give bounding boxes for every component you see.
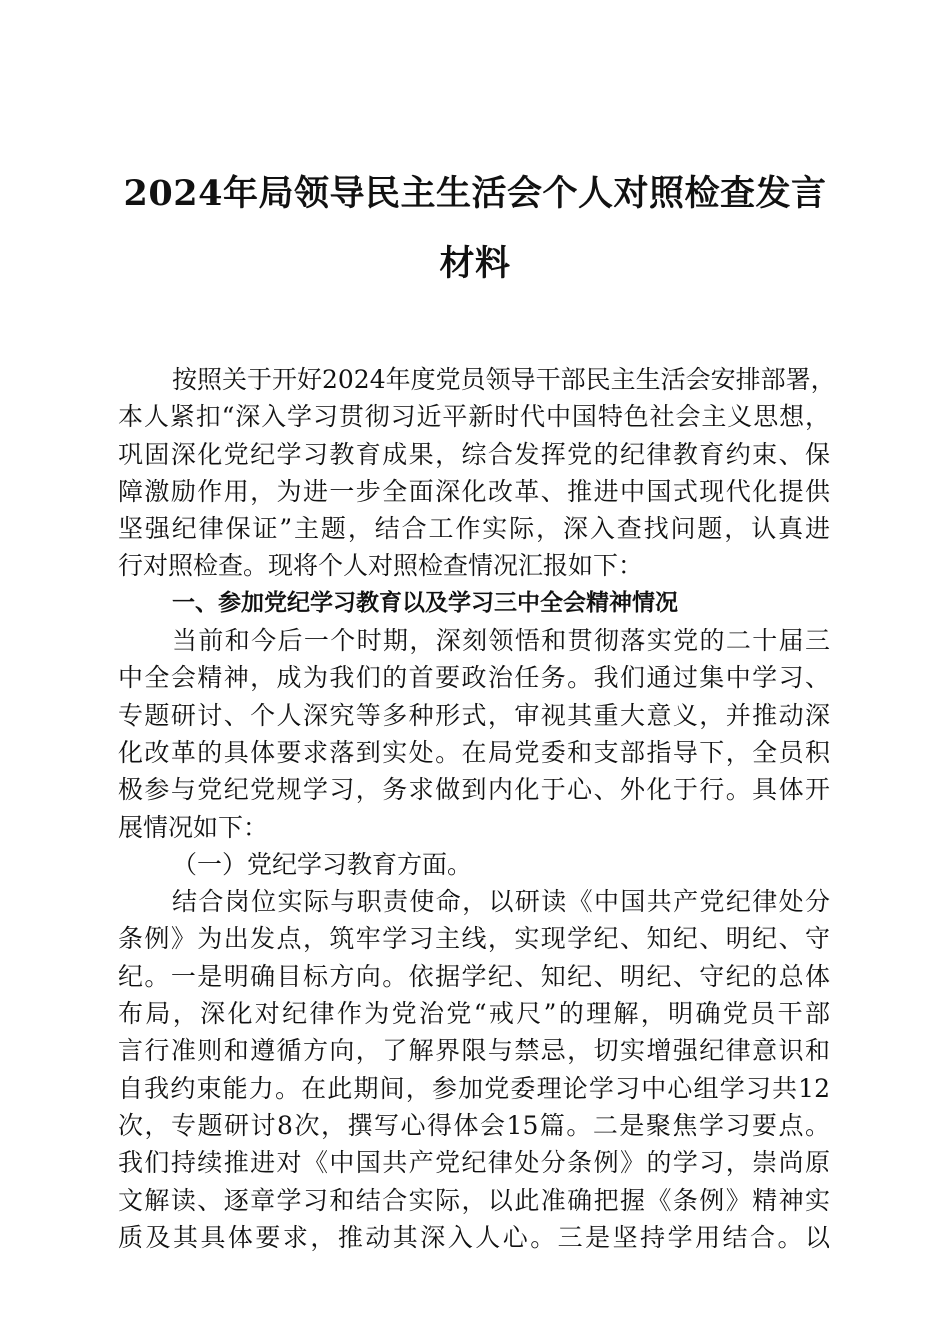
- section-heading-1: 一、参加党纪学习教育以及学习三中全会精神情况: [172, 589, 678, 616]
- section1-line-3: 专题研讨、个人深究等多种形式，审视其重大意义，并推动深: [118, 700, 830, 730]
- subsection1-line-8: 我们持续推进对《中国共产党纪律处分条例》的学习，崇尚原: [118, 1148, 830, 1178]
- section1-line-5: 极参与党纪党规学习，务求做到内化于心、外化于行。具体开: [118, 775, 830, 805]
- subsection1-line-7: 次，专题研讨8次，撰写心得体会15篇。二是聚焦学习要点。: [118, 1110, 830, 1140]
- intro-line-5: 坚强纪律保证”主题，结合工作实际，深入查找问题，认真进: [118, 514, 830, 544]
- section1-line-4: 化改革的具体要求落到实处。在局党委和支部指导下，全员积: [118, 737, 830, 767]
- subsection1-line-5: 言行准则和遵循方向，了解界限与禁忌，切实增强纪律意识和: [118, 1036, 830, 1066]
- document-body: [118, 361, 836, 1256]
- section1-line-6: 展情况如下：: [118, 812, 269, 842]
- section1-line-1: 当前和今后一个时期，深刻领悟和贯彻落实党的二十届三: [172, 626, 830, 656]
- intro-line-1: 按照关于开好2024年度党员领导干部民主生活会安排部署，: [172, 365, 836, 394]
- subsection-heading-1: （一）党纪学习教育方面。: [172, 849, 473, 879]
- subsection1-line-4: 布局，深化对纪律作为党治党“戒尺”的理解，明确党员干部: [118, 999, 830, 1029]
- section1-line-2: 中全会精神，成为我们的首要政治任务。我们通过集中学习、: [118, 663, 830, 693]
- subsection1-line-9: 文解读、逐章学习和结合实际，以此准确把握《条例》精神实: [118, 1185, 830, 1215]
- intro-line-2: 本人紧扣“深入学习贯彻习近平新时代中国特色社会主义思想，: [118, 402, 830, 432]
- subsection1-line-1: 结合岗位实际与职责使命，以研读《中国共产党纪律处分: [172, 887, 830, 917]
- intro-line-6: 行对照检查。现将个人对照检查情况汇报如下：: [118, 551, 644, 581]
- subsection1-line-6: 自我约束能力。在此期间，参加党委理论学习中心组学习共12: [118, 1073, 830, 1103]
- document-title-line-2: 材料: [439, 243, 511, 284]
- document-title-line-1: 2024年局领导民主生活会个人对照检查发言: [123, 173, 827, 214]
- intro-line-3: 巩固深化党纪学习教育成果，综合发挥党的纪律教育约束、保: [118, 439, 830, 469]
- subsection1-line-10: 质及其具体要求，推动其深入人心。三是坚持学用结合。以: [118, 1222, 830, 1252]
- subsection1-line-2: 条例》为出发点，筑牢学习主线，实现学纪、知纪、明纪、守: [118, 924, 830, 954]
- subsection1-line-3: 纪。一是明确目标方向。依据学纪、知纪、明纪、守纪的总体: [118, 961, 830, 991]
- intro-line-4: 障激励作用，为进一步全面深化改革、推进中国式现代化提供: [118, 476, 830, 506]
